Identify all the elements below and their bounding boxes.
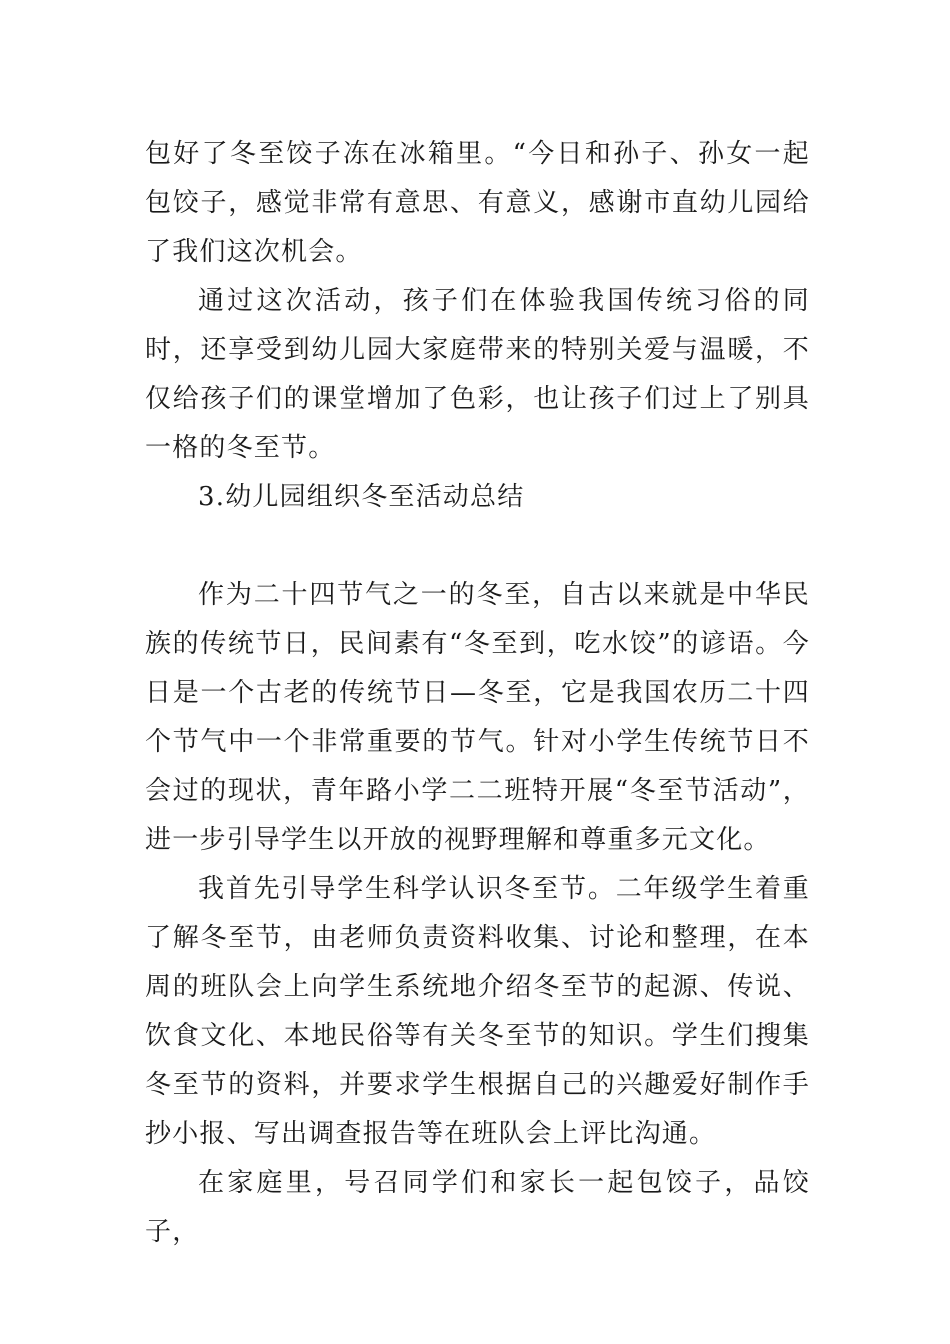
document-body bbox=[145, 130, 810, 1257]
section-heading: 3.幼儿园组织冬至活动总结 bbox=[198, 482, 525, 512]
blank-line bbox=[145, 522, 810, 571]
paragraph-activity-summary: 通过这次活动，孩子们在体验我国传统习俗的同时，还享受到幼儿园大家庭带来的特别关爱与温暖，不仅给孩子们的课堂增加了色彩，也让孩子们过上了别具一格的冬至节。 bbox=[145, 286, 810, 463]
paragraph-continuation: 包好了冬至饺子冻在冰箱里。“今日和孙子、孙女一起包饺子，感觉非常有意思、有意义，感谢市直幼儿园给了我们这次机会。 bbox=[145, 139, 810, 267]
paragraph-winter-solstice-intro: 作为二十四节气之一的冬至，自古以来就是中华民族的传统节日，民间素有“冬至到，吃水饺”的谚语。今日是一个古老的传统节日—冬至，它是我国农历二十四个节气中一个非常重要的节气。针对小学生传统节日不会过的现状，青年路小学二二班特开展“冬至节活动”，进一步引导学生以开放的视野理解和尊重多元文化。 bbox=[145, 580, 810, 855]
paragraph-family-dumplings: 在家庭里，号召同学们和家长一起包饺子，品饺子， bbox=[145, 1168, 810, 1247]
paragraph-guide-students: 我首先引导学生科学认识冬至节。二年级学生着重了解冬至节，由老师负责资料收集、讨论和整理，在本周的班队会上向学生系统地介绍冬至节的起源、传说、饮食文化、本地民俗等有关冬至节的知识。学生们搜集冬至节的资料，并要求学生根据自己的兴趣爱好制作手抄小报、写出调查报告等在班队会上评比沟通。 bbox=[145, 874, 810, 1149]
